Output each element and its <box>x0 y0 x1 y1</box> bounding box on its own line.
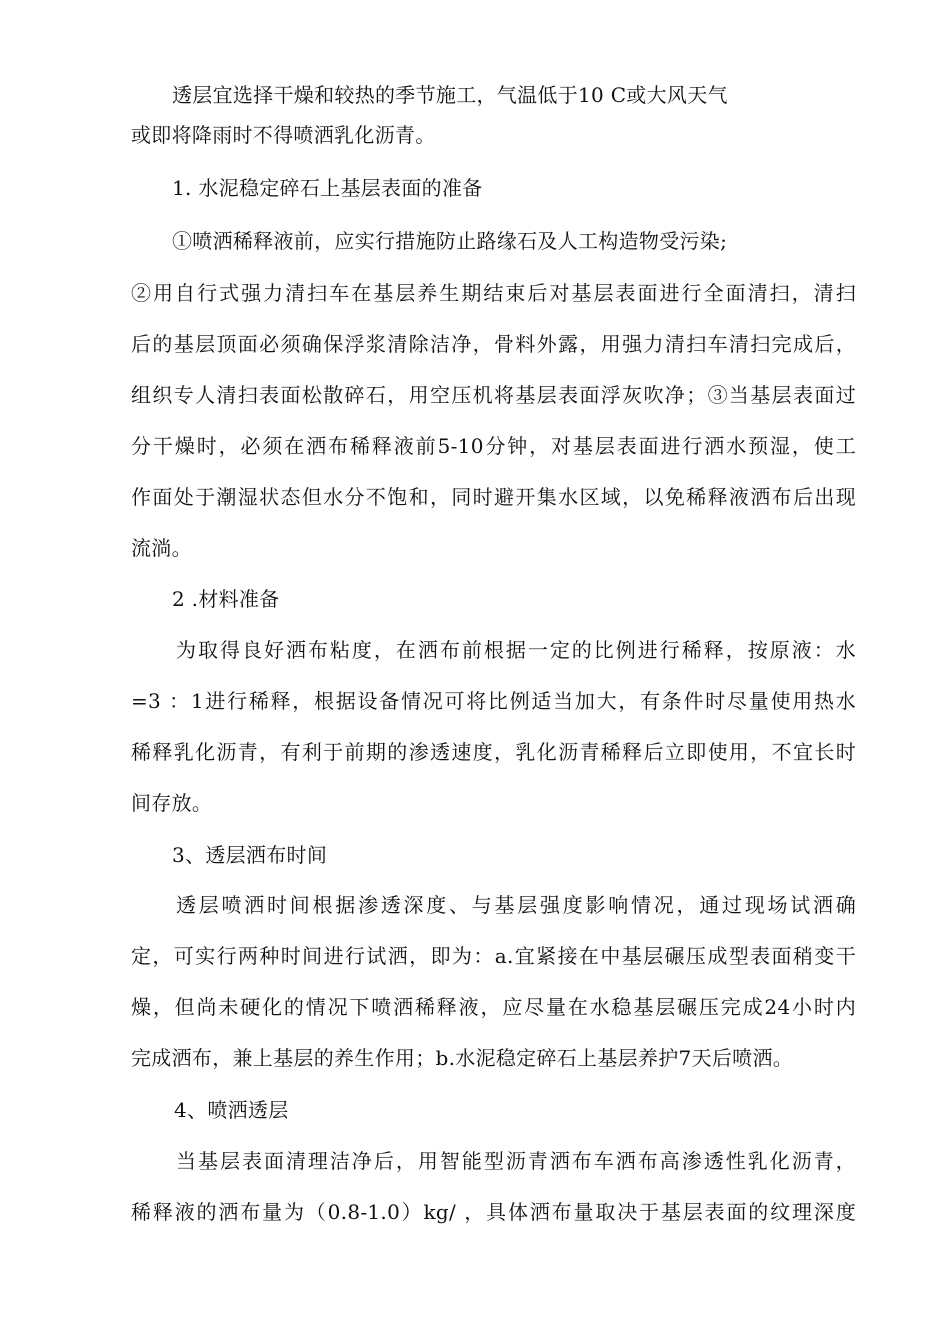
paragraph-line: 定，可实行两种时间进行试洒，即为：a.宜紧接在中基层碾压成型表面稍变干 <box>131 944 856 968</box>
paragraph-line: 流淌。 <box>131 536 192 560</box>
paragraph-line: 后的基层顶面必须确保浮浆清除洁净，骨料外露，用强力清扫车清扫完成后， <box>131 332 856 356</box>
paragraph-line: 组织专人清扫表面松散碎石，用空压机将基层表面浮灰吹净；③当基层表面过 <box>131 383 856 407</box>
paragraph-line: =3 ：1进行稀释，根据设备情况可将比例适当加大，有条件时尽量使用热水 <box>131 689 856 713</box>
paragraph-line: 当基层表面清理洁净后，用智能型沥青洒布车洒布高渗透性乳化沥青， <box>176 1149 856 1173</box>
paragraph-line: 透层喷洒时间根据渗透深度、与基层强度影响情况，通过现场试洒确 <box>176 893 856 917</box>
paragraph-line: 为取得良好洒布粘度，在洒布前根据一定的比例进行稀释，按原液：水 <box>176 638 856 662</box>
paragraph-line: 或即将降雨时不得喷洒乳化沥青。 <box>131 123 436 147</box>
paragraph-line: 间存放。 <box>131 791 213 815</box>
list-item: ①喷洒稀释液前，应实行措施防止路缘石及人工构造物受污染; <box>172 229 728 253</box>
paragraph-line: 透层宜选择干燥和较热的季节施工，气温低于10 C或大风天气 <box>172 83 728 107</box>
section-heading-2: 2 .材料准备 <box>172 587 280 611</box>
paragraph-line: 稀释乳化沥青，有利于前期的渗透速度，乳化沥青稀释后立即使用，不宜长时 <box>131 740 856 764</box>
paragraph-line: 分干燥时，必须在洒布稀释液前5-10分钟，对基层表面进行洒水预湿，使工 <box>131 434 856 458</box>
section-heading-4: 4、喷洒透层 <box>174 1098 289 1122</box>
section-heading-3: 3、透层洒布时间 <box>172 843 328 867</box>
paragraph-line: ②用自行式强力清扫车在基层养生期结束后对基层表面进行全面清扫，清扫 <box>131 281 856 305</box>
paragraph-line: 作面处于潮湿状态但水分不饱和，同时避开集水区域，以免稀释液洒布后出现 <box>131 485 856 509</box>
paragraph-line: 完成洒布，兼上基层的养生作用；b.水泥稳定碎石上基层养护7天后喷洒。 <box>131 1046 794 1070</box>
paragraph-line: 稀释液的洒布量为（0.8-1.0）kg/ ，具体洒布量取决于基层表面的纹理深度 <box>131 1200 856 1224</box>
section-heading-1: 1. 水泥稳定碎石上基层表面的准备 <box>172 176 483 200</box>
paragraph-line: 燥，但尚未硬化的情况下喷洒稀释液，应尽量在水稳基层碾压完成24小时内 <box>131 995 856 1019</box>
